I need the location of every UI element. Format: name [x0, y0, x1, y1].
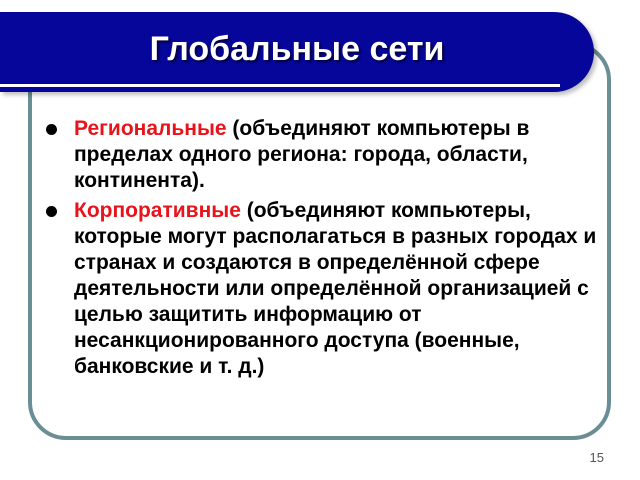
slide-title: Глобальные сети — [149, 30, 445, 68]
bullet-text: (объединяют компьютеры, которые могут располагаться в разных городах и странах и создаются в определённой сфере деятельности или определённой организацией с целью защитить информацию от несанкционированного доступа (военные, банковские и т. д.) — [74, 199, 597, 378]
bullet-dot-icon — [46, 124, 57, 135]
bullet-corporate — [42, 198, 602, 380]
bullet-list — [42, 116, 602, 384]
page-number: 15 — [589, 450, 604, 465]
bullet-term: Региональные — [74, 117, 227, 140]
bullet-text: (объединяют компьютеры в пределах одного региона: города, области, континента). — [74, 117, 530, 192]
title-underline — [0, 84, 560, 87]
bullet-term: Корпоративные — [74, 199, 241, 222]
bullet-regional — [42, 116, 602, 194]
bullet-dot-icon — [46, 206, 57, 217]
